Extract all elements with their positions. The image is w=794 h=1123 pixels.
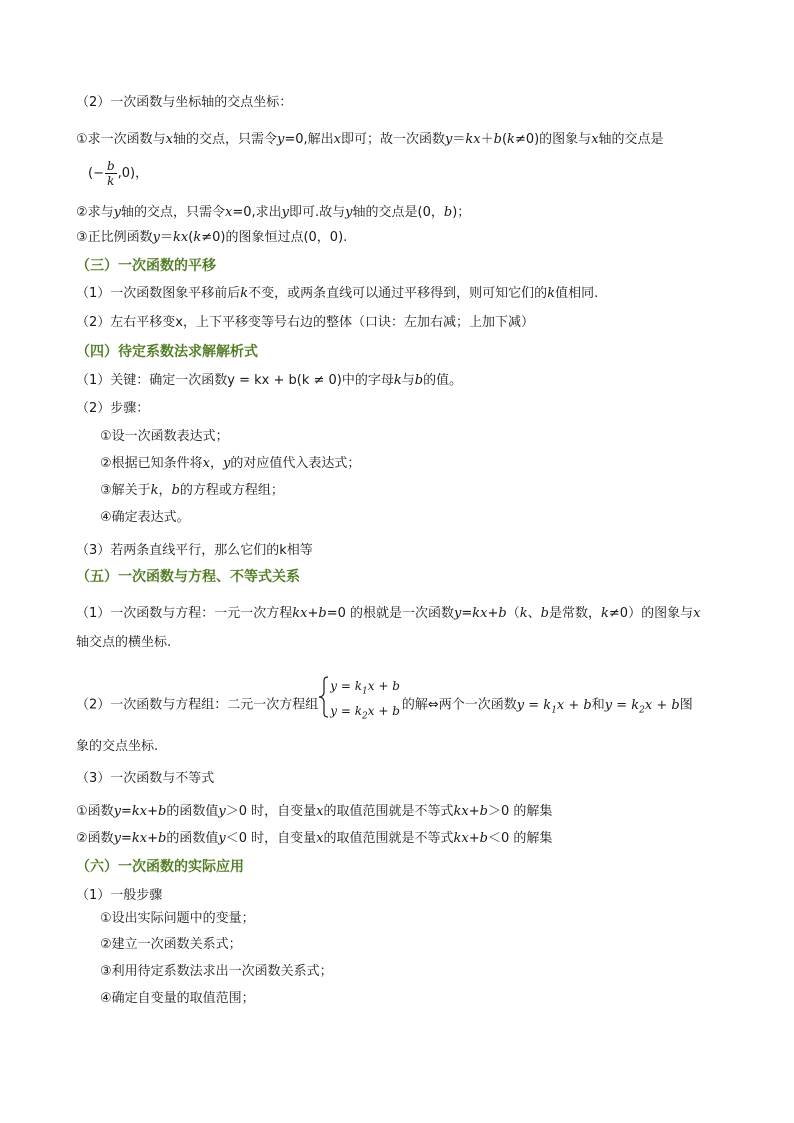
paragraph-general-steps: （1）一般步骤 bbox=[76, 888, 163, 903]
equation-1: $y = k_1x + b$ bbox=[330, 679, 400, 697]
equation-2: $y = k_2x + b$ bbox=[330, 704, 400, 722]
paragraph-parallel: （3）若两条直线平行，那么它们的k相等 bbox=[76, 543, 313, 558]
paragraph-function-equation-cont: 轴交点的横坐标. bbox=[76, 635, 172, 650]
app-step-3: ③利用待定系数法求出一次函数关系式； bbox=[100, 964, 333, 979]
step-2: ②根据已知条件将x，y的对应值代入表达式； bbox=[100, 456, 361, 471]
equation-system bbox=[318, 676, 400, 734]
function-2: $y = k_2x + b$ bbox=[604, 697, 680, 716]
app-step-1: ①设出实际问题中的变量； bbox=[100, 911, 255, 926]
app-step-4: ④确定自变量的取值范围； bbox=[100, 991, 255, 1006]
inequality-negative: ②函数y=kx+b的函数值y＜0 时，自变量x的取值范围就是不等式kx+b＜0 的解集 bbox=[76, 831, 553, 846]
inequality-positive: ①函数y=kx+b的函数值y＞0 时，自变量x的取值范围就是不等式kx+b＞0 的解集 bbox=[76, 804, 553, 819]
step-3: ③解关于k，b的方程或方程组； bbox=[100, 483, 284, 498]
heading-applications: （六）一次函数的实际应用 bbox=[76, 859, 244, 875]
x-intercept-fraction: (− $\frac{b}{k}$ ,0)， bbox=[88, 159, 149, 188]
heading-translation: （三）一次函数的平移 bbox=[76, 258, 216, 274]
paragraph-proportional: ③正比例函数y＝kx(k≠0)的图象恒过点(0，0). bbox=[76, 230, 348, 245]
fraction-b-over-k: $\frac{b}{k}$ bbox=[106, 159, 115, 188]
left-brace-icon bbox=[318, 676, 330, 718]
paragraph-equation-system: （2）一次函数与方程组：二元一次方程组 $y = k_1x + b$ $y = k_2x + b$ 的解⇔两个一次函数$y = k_1x + b$和$y = k_2x + b$图 bbox=[76, 676, 693, 734]
heading-undetermined-coefficients: （四）待定系数法求解解析式 bbox=[76, 344, 258, 360]
app-step-2: ②建立一次函数关系式； bbox=[100, 937, 242, 952]
heading-equations-inequalities: （五）一次函数与方程、不等式关系 bbox=[76, 569, 300, 585]
paragraph-translation-rule: （2）左右平移变x，上下平移变等号右边的整体（口诀：左加右减；上加下减） bbox=[76, 315, 534, 330]
paragraph-equation-system-cont: 象的交点坐标. bbox=[76, 739, 159, 754]
section-title-intersections: （2）一次函数与坐标轴的交点坐标： bbox=[76, 95, 293, 110]
step-1: ①设一次函数表达式； bbox=[100, 429, 229, 444]
paragraph-steps-label: （2）步骤： bbox=[76, 401, 150, 416]
paragraph-inequality-label: （3）一次函数与不等式 bbox=[76, 771, 215, 786]
paragraph-x-intercept: ①求一次函数与x轴的交点，只需令y=0,解出x即可；故一次函数y＝kx＋b(k≠0)的图象与x轴的交点是 bbox=[76, 132, 664, 147]
step-4: ④确定表达式。 bbox=[100, 510, 190, 525]
paragraph-y-intercept: ②求与y轴的交点，只需令x=0,求出y即可.故与y轴的交点是(0，b)； bbox=[76, 205, 471, 220]
function-1: $y = k_1x + b$ bbox=[516, 697, 592, 716]
paragraph-translation-k: （1）一次函数图象平移前后k不变，或两条直线可以通过平移得到，则可知它们的k值相同. bbox=[76, 286, 599, 301]
paragraph-function-equation: （1）一次函数与方程：一元一次方程kx+b=0 的根就是一次函数y=kx+b（k、b是常数，k≠0）的图象与x bbox=[76, 606, 701, 621]
paragraph-key: （1）关键：确定一次函数y = kx + b(k ≠ 0)中的字母k与b的值。 bbox=[76, 373, 463, 388]
